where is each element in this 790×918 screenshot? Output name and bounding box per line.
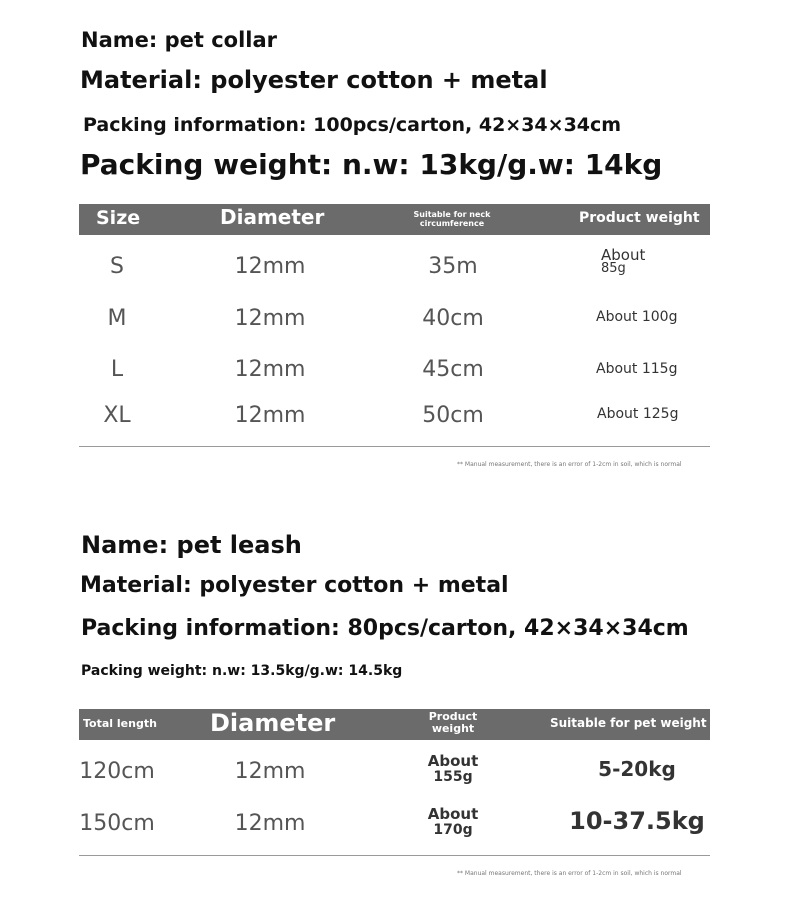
collar-material: Material: polyester cotton + metal bbox=[80, 66, 548, 94]
cell-size: S bbox=[110, 254, 124, 279]
header-product-weight: Product weight bbox=[579, 210, 700, 226]
cell-neck: 45cm bbox=[422, 357, 484, 382]
leash-packing-weight: Packing weight: n.w: 13.5kg/g.w: 14.5kg bbox=[81, 663, 403, 679]
cell-length: 150cm bbox=[79, 811, 155, 836]
cell-diameter: 12mm bbox=[234, 306, 306, 331]
cell-diameter: 12mm bbox=[234, 254, 306, 279]
leash-material: Material: polyester cotton + metal bbox=[80, 573, 509, 598]
collar-measurement-note: ** Manual measurement, there is an error of 1-2cm in soil, which is normal bbox=[457, 461, 682, 468]
leash-measurement-note: ** Manual measurement, there is an error of 1-2cm in soil, which is normal bbox=[457, 870, 682, 877]
cell-product-weight: About 155g bbox=[427, 752, 479, 785]
leash-name: Name: pet leash bbox=[81, 531, 302, 559]
cell-diameter: 12mm bbox=[234, 811, 306, 836]
leash-packing-info: Packing information: 80pcs/carton, 42×34×34cm bbox=[81, 616, 689, 641]
header-diameter: Diameter bbox=[210, 709, 336, 737]
collar-table-divider bbox=[79, 446, 710, 447]
cell-length: 120cm bbox=[79, 759, 155, 784]
cell-size: M bbox=[107, 306, 127, 331]
cell-diameter: 12mm bbox=[234, 403, 306, 428]
cell-neck: 40cm bbox=[422, 306, 484, 331]
cell-weight: About 125g bbox=[597, 406, 679, 422]
cell-neck: 50cm bbox=[422, 403, 484, 428]
cell-diameter: 12mm bbox=[234, 759, 306, 784]
cell-size: L bbox=[110, 357, 124, 382]
leash-table-header bbox=[79, 709, 710, 740]
collar-table-header bbox=[79, 204, 710, 235]
cell-weight: About 85g bbox=[601, 246, 646, 276]
leash-table-divider bbox=[79, 855, 710, 856]
header-neck-circumference: Suitable for neck circumference bbox=[413, 210, 491, 228]
collar-packing-weight: Packing weight: n.w: 13kg/g.w: 14kg bbox=[80, 148, 663, 181]
cell-pet-weight: 10-37.5kg bbox=[569, 807, 705, 835]
header-diameter: Diameter bbox=[220, 205, 325, 229]
cell-product-weight: About 170g bbox=[427, 805, 479, 838]
header-size: Size bbox=[96, 207, 141, 229]
collar-name: Name: pet collar bbox=[81, 28, 278, 52]
header-product-weight: Product weight bbox=[428, 710, 478, 735]
cell-size: XL bbox=[103, 403, 131, 428]
cell-weight: About 100g bbox=[596, 309, 678, 325]
cell-neck: 35m bbox=[428, 254, 478, 279]
header-total-length: Total length bbox=[83, 717, 157, 730]
header-pet-weight: Suitable for pet weight bbox=[550, 716, 707, 730]
cell-pet-weight: 5-20kg bbox=[598, 757, 676, 781]
cell-weight: About 115g bbox=[596, 361, 678, 377]
collar-packing-info: Packing information: 100pcs/carton, 42×34×34cm bbox=[83, 114, 622, 136]
cell-diameter: 12mm bbox=[234, 357, 306, 382]
